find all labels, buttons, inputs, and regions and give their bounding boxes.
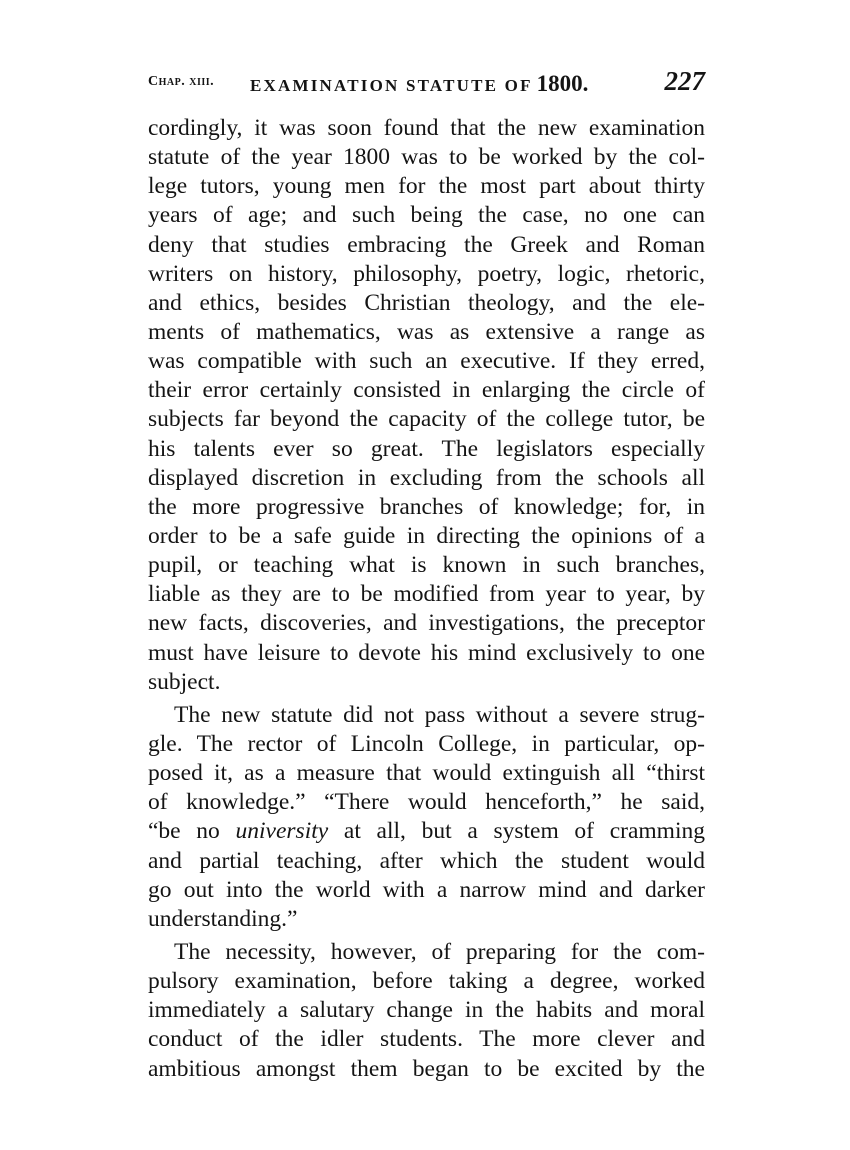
text-line: was compatible with such an executive. If they erred, <box>148 348 705 375</box>
text-line: gle. The rector of Lincoln College, in particular, op- <box>148 730 705 757</box>
running-title-text: EXAMINATION STATUTE OF <box>250 76 533 95</box>
text-line-with-italic <box>148 817 705 846</box>
text-line: understanding.” <box>148 905 298 932</box>
text-line: and ethics, besides Christian theology, and the ele- <box>148 289 705 316</box>
text-line: The new statute did not pass without a severe strug- <box>174 701 705 728</box>
text-line: The necessity, however, of preparing for the com- <box>174 938 705 965</box>
text-line: pulsory examination, before taking a degree, worked <box>148 968 705 995</box>
text-line: posed it, as a measure that would extinguish all “thirst <box>148 760 705 787</box>
paragraph-3 <box>148 938 705 1084</box>
text-line: his talents ever so great. The legislators especially <box>148 435 705 462</box>
page-number: 227 <box>664 66 705 96</box>
text-line: displayed discretion in excluding from the schools all <box>148 464 705 491</box>
italic-word: university <box>235 818 329 845</box>
text-line: liable as they are to be modified from year to year, by <box>148 581 705 608</box>
body-text <box>148 114 705 1084</box>
text-line: years of age; and such being the case, no one can <box>148 202 705 229</box>
text-line-rest: at all, but a system of cramming <box>328 818 705 845</box>
text-line: new facts, discoveries, and investigations, the preceptor <box>148 610 705 637</box>
text-line: statute of the year 1800 was to be worked by the col- <box>148 144 705 171</box>
text-line: pupil, or teaching what is known in such branches, <box>148 552 705 579</box>
text-line: and partial teaching, after which the student would <box>148 847 705 874</box>
text-line: ments of mathematics, was as extensive a range as <box>148 318 705 345</box>
text-line: cordingly, it was soon found that the new examination <box>148 115 705 141</box>
text-line: conduct of the idler students. The more clever and <box>148 1026 705 1053</box>
chapter-label: Chap. xiii. <box>148 74 215 89</box>
paragraph-1 <box>148 114 705 697</box>
paragraph-2 <box>148 701 705 934</box>
running-head <box>148 62 705 102</box>
text-line: must have leisure to devote his mind exclusively to one <box>148 639 705 666</box>
running-title <box>250 71 588 97</box>
text-line: ambitious amongst them began to be excited by the <box>148 1055 705 1082</box>
text-line: subjects far beyond the capacity of the college tutor, be <box>148 406 705 433</box>
text-line: order to be a safe guide in directing the opinions of a <box>148 522 705 549</box>
text-line: of knowledge.” “There would henceforth,” he said, <box>148 789 705 816</box>
text-line: immediately a salutary change in the habits and moral <box>148 997 705 1024</box>
text-line: the more progressive branches of knowledge; for, in <box>148 493 705 520</box>
running-title-year: 1800. <box>536 71 589 96</box>
text-line: deny that studies embracing the Greek and Roman <box>148 231 705 258</box>
text-line: go out into the world with a narrow mind and darker <box>148 876 705 903</box>
text-line-start: “be no <box>148 818 236 845</box>
text-line: writers on history, philosophy, poetry, logic, rhetoric, <box>148 260 705 287</box>
text-line: lege tutors, young men for the most part about thirty <box>148 173 705 200</box>
text-line: subject. <box>148 668 221 695</box>
text-line: their error certainly consisted in enlarging the circle of <box>148 377 705 404</box>
